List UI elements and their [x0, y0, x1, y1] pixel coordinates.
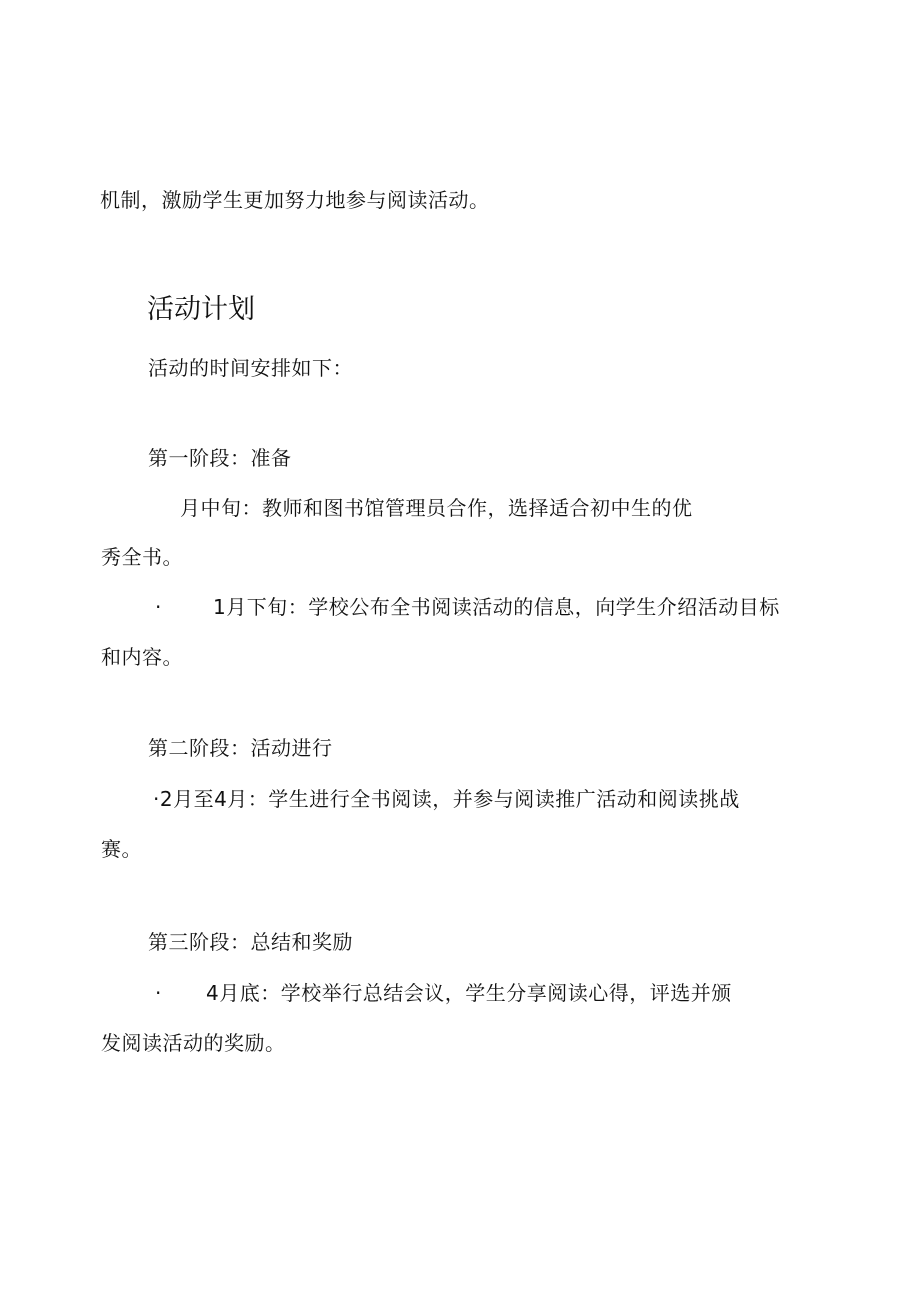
phase2-item1-line2: 赛。 [101, 837, 142, 861]
phase1-item2-bullet: · [155, 595, 162, 619]
phase2-item1-line1: ·2月至4月：学生进行全书阅读，并参与阅读推广活动和阅读挑战 [153, 787, 740, 811]
phase2-title: 第二阶段：活动进行 [148, 736, 333, 760]
section-lead: 活动的时间安排如下： [148, 356, 353, 380]
phase1-item2-line2: 和内容。 [101, 645, 183, 669]
phase1-item1-line1: 月中旬：教师和图书馆管理员合作，选择适合初中生的优 [180, 496, 693, 520]
section-heading: 活动计划 [147, 294, 255, 325]
phase1-title: 第一阶段：准备 [148, 446, 292, 470]
phase1-item1-line2: 秀全书。 [101, 545, 183, 569]
phase3-item1-bullet: · [155, 981, 162, 1005]
intro-tail-line: 机制，激励学生更加努力地参与阅读活动。 [100, 188, 490, 212]
phase3-item1-line1: 4月底：学校举行总结会议，学生分享阅读心得，评选并颁 [206, 981, 732, 1005]
phase3-item1-line2: 发阅读活动的奖励。 [101, 1031, 286, 1055]
phase1-item2-line1: 1月下旬：学校公布全书阅读活动的信息，向学生介绍活动目标 [213, 595, 780, 619]
phase3-title: 第三阶段：总结和奖励 [148, 930, 353, 954]
